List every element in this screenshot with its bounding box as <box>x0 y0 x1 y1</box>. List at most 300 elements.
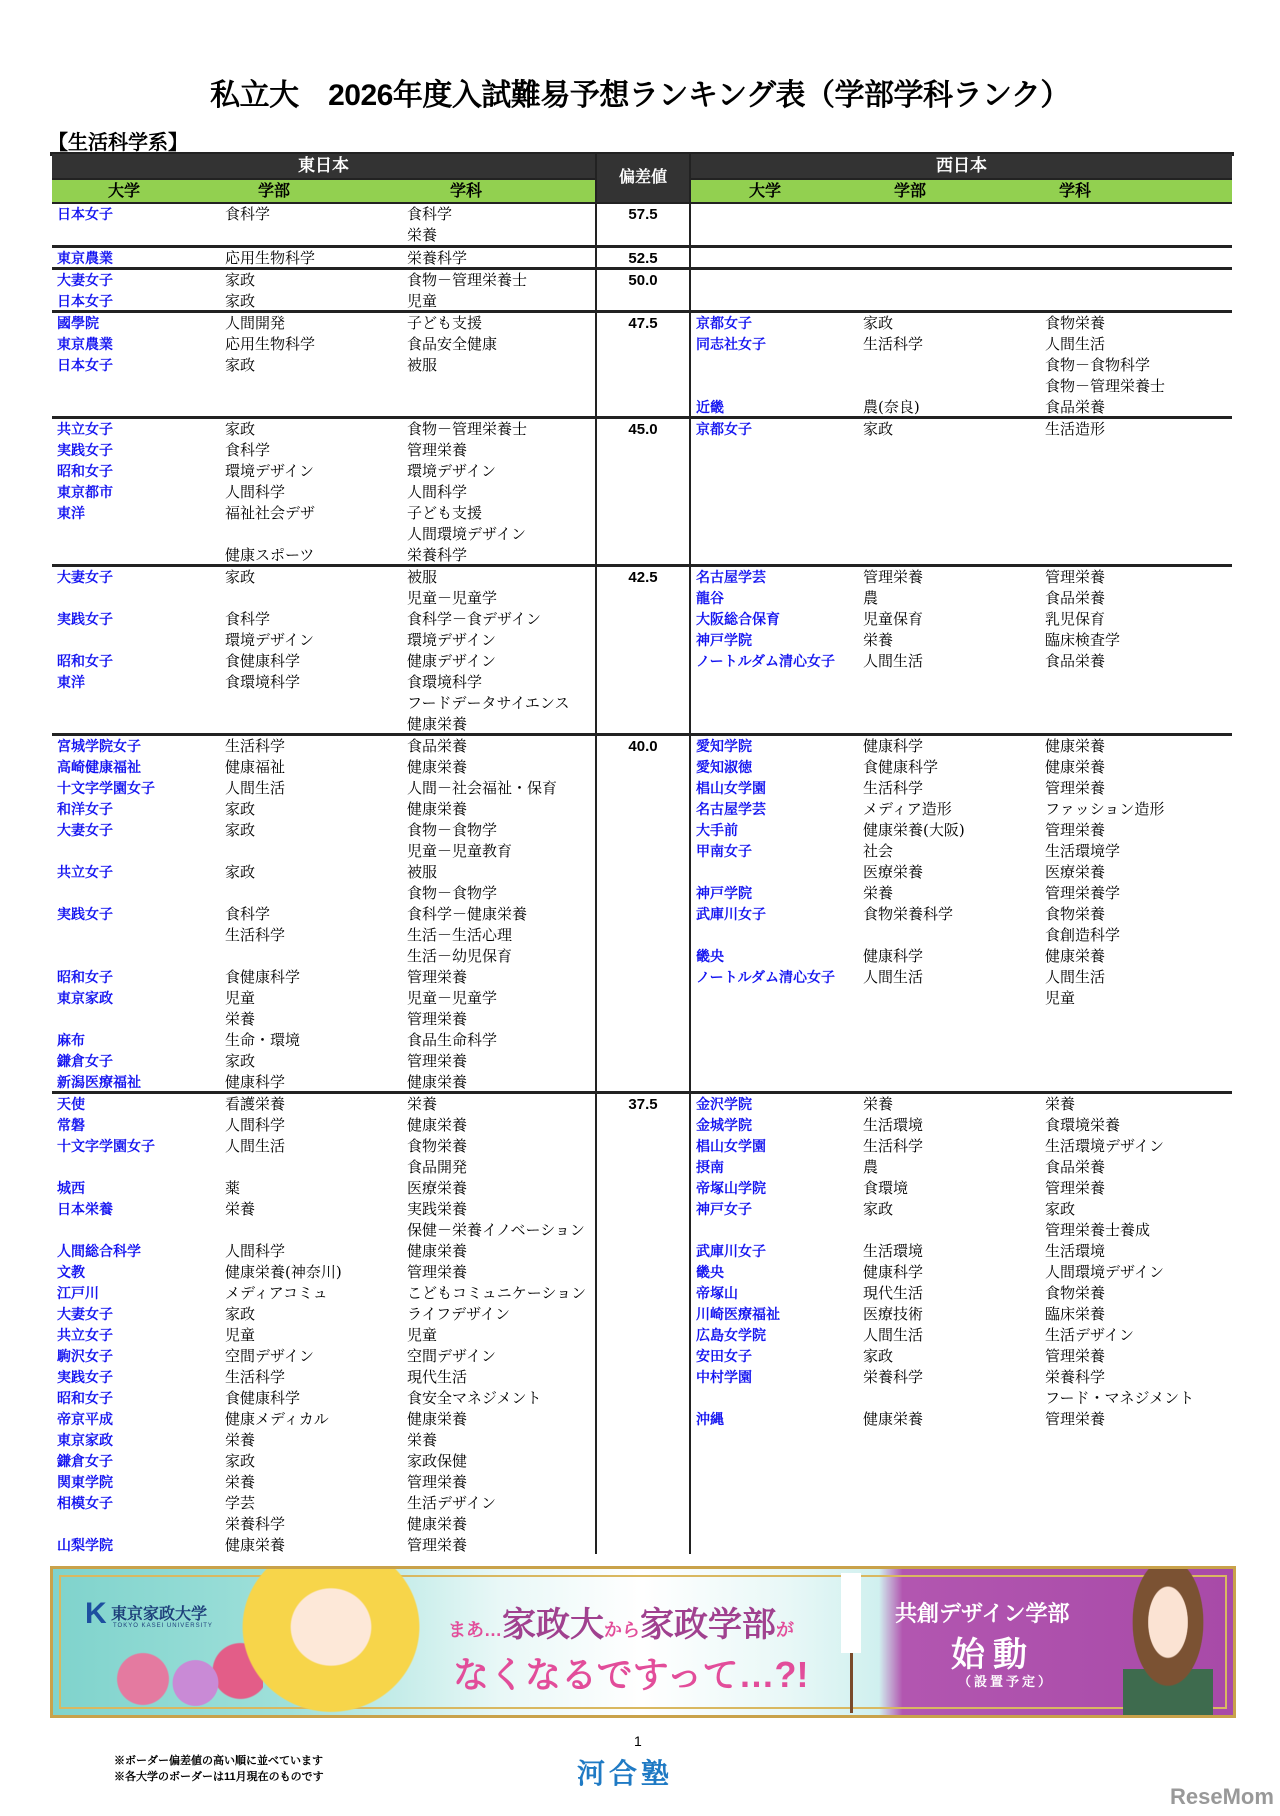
department-name: 食安全マネジメント <box>407 1389 542 1407</box>
west-column-headers <box>691 178 1232 202</box>
faculty-name: 社会 <box>863 842 894 860</box>
department-name: 栄養科学 <box>1045 1368 1106 1386</box>
university-name: 東洋 <box>57 674 85 690</box>
university-name: 麻布 <box>57 1032 85 1048</box>
university-name: 実践女子 <box>57 1369 113 1385</box>
university-name: 共立女子 <box>57 1327 113 1343</box>
faculty-name: 食科学 <box>225 441 271 459</box>
department-name: 管理栄養 <box>1045 568 1106 586</box>
rank-band <box>52 1091 1232 1554</box>
ranking-table <box>50 152 1234 1554</box>
faculty-name: 栄養科学 <box>863 1368 924 1386</box>
university-name: 帝塚山 <box>696 1285 738 1301</box>
university-name: 川崎医療福祉 <box>696 1306 780 1322</box>
department-name: 健康栄養 <box>1045 737 1106 755</box>
faculty-name: 食物栄養科学 <box>863 905 954 923</box>
department-name: 健康栄養 <box>407 1073 468 1091</box>
faculty-name: 健康栄養 <box>863 1410 924 1428</box>
faculty-name: 食環境科学 <box>225 673 301 691</box>
faculty-name: 食科学 <box>225 610 271 628</box>
deviation-value: 45.0 <box>595 419 691 564</box>
department-name: 食物栄養 <box>1045 1284 1106 1302</box>
faculty-name: 健康栄養(大阪) <box>863 821 965 839</box>
faculty-name: 家政 <box>225 863 256 881</box>
faculty-name: 栄養 <box>863 884 894 902</box>
faculty-name: 薬 <box>225 1179 241 1197</box>
faculty-name: 家政 <box>863 314 894 332</box>
department-name: 食科学－健康栄養 <box>407 905 528 923</box>
department-name: 人間環境デザイン <box>1045 1263 1164 1281</box>
university-name: 甲南女子 <box>696 843 752 859</box>
department-name: 人間生活 <box>1045 335 1106 353</box>
deviation-value: 52.5 <box>595 248 691 267</box>
university-name: 神戸学院 <box>696 885 752 901</box>
department-name: 管理栄養 <box>1045 821 1106 839</box>
deviation-value: 57.5 <box>595 204 691 245</box>
university-name: 文教 <box>57 1264 85 1280</box>
university-name: 鎌倉女子 <box>57 1053 113 1069</box>
faculty-name: 栄養 <box>225 1473 256 1491</box>
department-name: 生活環境デザイン <box>1045 1137 1164 1155</box>
department-name: 健康デザイン <box>407 652 496 670</box>
university-name: 日本栄養 <box>57 1201 113 1217</box>
faculty-name: 家政 <box>225 800 256 818</box>
department-name: 栄養科学 <box>407 249 468 267</box>
faculty-name: 医療技術 <box>863 1305 924 1323</box>
faculty-name: 栄養 <box>225 1010 256 1028</box>
advertisement-banner[interactable] <box>50 1566 1236 1718</box>
university-name: 人間総合科学 <box>57 1243 141 1259</box>
department-name: 人間－社会福祉・保育 <box>407 779 558 797</box>
faculty-name: 健康メディカル <box>225 1410 329 1428</box>
department-name: 健康栄養 <box>1045 947 1106 965</box>
faculty-name: 栄養 <box>863 1095 894 1113</box>
department-name: 食品栄養 <box>1045 1158 1106 1176</box>
university-name: 和洋女子 <box>57 801 113 817</box>
rank-band <box>52 733 1232 1091</box>
faculty-name: 健康科学 <box>863 947 924 965</box>
university-name: 実践女子 <box>57 611 113 627</box>
university-name: 名古屋学芸 <box>696 569 766 585</box>
department-name: 人間環境デザイン <box>407 525 526 543</box>
department-name: 児童 <box>1045 989 1076 1007</box>
faculty-name: 児童 <box>225 989 256 1007</box>
department-name: 食物栄養 <box>1045 905 1106 923</box>
deviation-value: 50.0 <box>595 270 691 310</box>
banner-faculty-title: 共創デザイン学部 <box>895 1601 1070 1626</box>
university-name: 宮城学院女子 <box>57 738 141 754</box>
faculty-name: 家政 <box>225 292 256 310</box>
department-name: 保健－栄養イノベーション <box>407 1221 585 1239</box>
university-name: 高崎健康福祉 <box>57 759 141 775</box>
university-name: 関東学院 <box>57 1474 113 1490</box>
department-name: 管理栄養 <box>407 1052 468 1070</box>
university-name: 鎌倉女子 <box>57 1453 113 1469</box>
faculty-name: 家政 <box>225 1305 256 1323</box>
department-name: 食品安全健康 <box>407 335 498 353</box>
faculty-name: 人間科学 <box>225 1116 286 1134</box>
university-name: 共立女子 <box>57 421 113 437</box>
university-name: 大阪総合保育 <box>696 611 780 627</box>
east-header: 東日本 <box>52 154 595 178</box>
page-title: 私立大 2026年度入試難易予想ランキング表（学部学科ランク） <box>210 79 1070 112</box>
department-name: 生活－幼児保育 <box>407 947 513 965</box>
department-name: 管理栄養 <box>407 1536 468 1554</box>
faculty-name: 農 <box>863 589 879 607</box>
department-name: 健康栄養 <box>1045 758 1106 776</box>
footer-note: ※各大学のボーダーは11月現在のものです <box>114 1771 324 1783</box>
faculty-name: 人間生活 <box>863 1326 924 1344</box>
university-name: 帝京平成 <box>57 1411 113 1427</box>
faculty-name: 家政 <box>225 356 256 374</box>
faculty-name: 児童保育 <box>863 610 924 628</box>
faculty-name: 家政 <box>225 1052 256 1070</box>
department-name: 児童 <box>407 292 438 310</box>
university-name: 昭和女子 <box>57 1390 113 1406</box>
department-name: 健康栄養 <box>407 800 468 818</box>
faculty-name: 家政 <box>863 1200 894 1218</box>
faculty-name: 食環境 <box>863 1179 909 1197</box>
department-name: 食物－食物科学 <box>1045 356 1151 374</box>
department-name: 管理栄養 <box>407 441 468 459</box>
department-name: 生活－生活心理 <box>407 926 513 944</box>
university-name: ノートルダム清心女子 <box>696 969 836 985</box>
rank-bands <box>52 202 1232 1554</box>
faculty-name: 医療栄養 <box>863 863 924 881</box>
department-name: 被服 <box>407 863 438 881</box>
col-faculty: 学部 <box>894 183 927 200</box>
department-name: 食物栄養 <box>1045 314 1106 332</box>
department-name: 児童－児童教育 <box>407 842 513 860</box>
university-name: 大妻女子 <box>57 272 113 288</box>
university-name: 武庫川女子 <box>696 906 766 922</box>
department-name: 児童 <box>407 1326 438 1344</box>
department-name: フード・マネジメント <box>1045 1389 1195 1407</box>
faculty-name: 児童 <box>225 1326 256 1344</box>
faculty-name: 応用生物科学 <box>225 335 316 353</box>
col-faculty: 学部 <box>258 183 291 200</box>
department-name: 健康栄養 <box>407 758 468 776</box>
university-name: 広島女学院 <box>696 1327 766 1343</box>
faculty-name: 応用生物科学 <box>225 249 316 267</box>
department-name: ライフデザイン <box>407 1305 511 1323</box>
university-name: 愛知学院 <box>696 738 752 754</box>
faculty-name: 人間生活 <box>863 652 924 670</box>
faculty-name: 学芸 <box>225 1494 256 1512</box>
col-university: 大学 <box>108 183 141 200</box>
department-name: 食品開発 <box>407 1158 468 1176</box>
department-name: 乳児保育 <box>1045 610 1106 628</box>
deviation-value: 47.5 <box>595 313 691 416</box>
university-name: 同志社女子 <box>696 336 766 352</box>
department-name: 健康栄養 <box>407 1410 468 1428</box>
department-name: 生活造形 <box>1045 420 1106 438</box>
faculty-name: 福祉社会デザ <box>225 504 316 522</box>
faculty-name: 健康科学 <box>225 1073 286 1091</box>
university-name: 椙山女学園 <box>696 780 766 796</box>
department-name: 食品栄養 <box>1045 652 1106 670</box>
faculty-name: 人間生活 <box>225 779 286 797</box>
department-name: 食物－管理栄養士 <box>1045 377 1166 395</box>
department-name: 栄養 <box>407 1095 438 1113</box>
faculty-name: 環境デザイン <box>225 631 314 649</box>
department-name: 食創造科学 <box>1045 926 1121 944</box>
faculty-name: 生命・環境 <box>225 1031 301 1049</box>
faculty-name: 生活科学 <box>863 1137 924 1155</box>
faculty-name: 生活環境 <box>863 1242 924 1260</box>
department-name: 管理栄養 <box>1045 1347 1106 1365</box>
department-name: 健康栄養 <box>407 1515 468 1533</box>
university-name: 大妻女子 <box>57 822 113 838</box>
department-name: 管理栄養士養成 <box>1045 1221 1151 1239</box>
dress-form-illustration <box>831 1573 871 1713</box>
west-header: 西日本 <box>691 154 1232 178</box>
faculty-name: 食健康科学 <box>225 652 301 670</box>
department-name: 環境デザイン <box>407 631 496 649</box>
department-name: 生活デザイン <box>407 1494 496 1512</box>
university-name: 金沢学院 <box>696 1096 752 1112</box>
department-name: 管理栄養 <box>407 1263 468 1281</box>
university-name: 昭和女子 <box>57 653 113 669</box>
faculty-name: 生活科学 <box>863 335 924 353</box>
department-name: 健康栄養 <box>407 715 468 733</box>
university-name: 中村学園 <box>696 1369 752 1385</box>
rank-band <box>52 267 1232 310</box>
department-name: 食科学－食デザイン <box>407 610 541 628</box>
university-name: 東京農業 <box>57 250 113 266</box>
university-name: 帝塚山学院 <box>696 1180 766 1196</box>
banner-logo-en: TOKYO KASEI UNIVERSITY <box>113 1623 213 1629</box>
faculty-name: 食健康科学 <box>863 758 939 776</box>
university-name: 畿央 <box>696 948 724 964</box>
faculty-name: 現代生活 <box>863 1284 924 1302</box>
university-name: 十文字学園女子 <box>57 1138 155 1154</box>
university-name: 日本女子 <box>57 206 113 222</box>
university-name: 共立女子 <box>57 864 113 880</box>
department-name: 実践栄養 <box>407 1200 468 1218</box>
department-name: 管理栄養 <box>407 968 468 986</box>
faculty-name: 健康栄養 <box>225 1536 286 1554</box>
faculty-name: 家政 <box>863 420 894 438</box>
university-name: 龍谷 <box>696 590 724 606</box>
faculty-name: 農(奈良) <box>863 398 920 416</box>
section-label: 【生活科学系】 <box>48 132 188 154</box>
department-name: 環境デザイン <box>407 462 496 480</box>
department-name: 栄養 <box>407 226 438 244</box>
department-name: 栄養科学 <box>407 546 468 564</box>
footer-note: ※ボーダー偏差値の高い順に並べています <box>114 1755 323 1767</box>
faculty-name: 生活科学 <box>225 1368 286 1386</box>
university-name: 東洋 <box>57 505 85 521</box>
department-name: 食品栄養 <box>1045 398 1106 416</box>
department-name: 栄養 <box>407 1431 438 1449</box>
faculty-name: 家政 <box>225 271 256 289</box>
university-name: 天使 <box>57 1096 85 1112</box>
footer-notes <box>114 1753 324 1785</box>
university-name: 城西 <box>57 1180 85 1196</box>
university-name: 駒沢女子 <box>57 1348 113 1364</box>
department-name: 食物－管理栄養士 <box>407 420 528 438</box>
faculty-name: 栄養 <box>225 1200 256 1218</box>
department-name: 管理栄養 <box>407 1473 468 1491</box>
department-name: 家政 <box>1045 1200 1076 1218</box>
faculty-name: 家政 <box>863 1347 894 1365</box>
department-name: 家政保健 <box>407 1452 468 1470</box>
banner-logo-name: 東京家政大学 <box>111 1606 208 1623</box>
department-name: 医療栄養 <box>1045 863 1106 881</box>
col-department: 学科 <box>450 183 483 200</box>
university-name: 昭和女子 <box>57 969 113 985</box>
rank-band <box>52 564 1232 733</box>
university-name: 十文字学園女子 <box>57 780 155 796</box>
faculty-name: 食科学 <box>225 205 271 223</box>
faculty-name: 人間科学 <box>225 1242 286 1260</box>
faculty-name: 食健康科学 <box>225 968 301 986</box>
department-name: こどもコミュニケーション <box>407 1284 587 1302</box>
girl-illustration <box>231 1566 431 1718</box>
faculty-name: 栄養 <box>863 631 894 649</box>
department-name: 管理栄養 <box>407 1010 468 1028</box>
department-name: ファッション造形 <box>1045 800 1165 818</box>
faculty-name: 生活環境 <box>863 1116 924 1134</box>
department-name: 臨床栄養 <box>1045 1305 1106 1323</box>
faculty-name: 栄養科学 <box>225 1515 286 1533</box>
col-university: 大学 <box>749 183 782 200</box>
department-name: 児童－児童学 <box>407 589 498 607</box>
faculty-name: 家政 <box>225 821 256 839</box>
faculty-name: 生活科学 <box>225 737 286 755</box>
university-name: 常磐 <box>57 1117 85 1133</box>
university-logo-icon: K <box>85 1597 107 1630</box>
department-name: 健康栄養 <box>407 1116 468 1134</box>
university-name: 山梨学院 <box>57 1537 113 1553</box>
banner-launch-text: 始動 <box>951 1636 1035 1674</box>
university-name: ノートルダム清心女子 <box>696 653 836 669</box>
university-name: 実践女子 <box>57 906 113 922</box>
faculty-name: 健康スポーツ <box>225 546 315 564</box>
faculty-name: 空間デザイン <box>225 1347 314 1365</box>
faculty-name: 食健康科学 <box>225 1389 301 1407</box>
department-name: 現代生活 <box>407 1368 468 1386</box>
department-name: 食環境科学 <box>407 673 483 691</box>
university-name: 神戸学院 <box>696 632 752 648</box>
university-name: 東京家政 <box>57 990 113 1006</box>
deviation-value: 40.0 <box>595 736 691 1091</box>
university-name: 東京都市 <box>57 484 113 500</box>
university-name: 愛知淑徳 <box>696 759 752 775</box>
department-name: 空間デザイン <box>407 1347 496 1365</box>
faculty-name: 健康科学 <box>863 737 924 755</box>
department-name: 人間生活 <box>1045 968 1106 986</box>
faculty-name: 食科学 <box>225 905 271 923</box>
deviation-value: 37.5 <box>595 1094 691 1554</box>
department-name: 子ども支援 <box>407 314 483 332</box>
university-name: 実践女子 <box>57 442 113 458</box>
department-name: 管理栄養 <box>1045 1179 1106 1197</box>
east-column-headers <box>52 178 595 202</box>
faculty-name: 人間科学 <box>225 483 286 501</box>
faculty-name: 健康科学 <box>863 1263 924 1281</box>
university-name: 大手前 <box>696 822 738 838</box>
department-name: 管理栄養学 <box>1045 884 1121 902</box>
faculty-name: メディア造形 <box>863 800 952 818</box>
faculty-name: 健康栄養(神奈川) <box>225 1263 342 1281</box>
watermark: ReseMom <box>1170 1784 1274 1809</box>
banner-note: （設置予定） <box>958 1674 1055 1689</box>
university-name: 日本女子 <box>57 293 113 309</box>
university-name: 京都女子 <box>696 421 752 437</box>
department-name: 栄養 <box>1045 1095 1076 1113</box>
faculty-name: 生活科学 <box>863 779 924 797</box>
university-name: 東京家政 <box>57 1432 113 1448</box>
department-name: 食物－管理栄養士 <box>407 271 528 289</box>
deviation-header: 偏差値 <box>595 154 691 202</box>
department-name: フードデータサイエンス <box>407 694 570 712</box>
university-name: 大妻女子 <box>57 1306 113 1322</box>
university-name: 大妻女子 <box>57 569 113 585</box>
department-name: 被服 <box>407 568 438 586</box>
university-name: 武庫川女子 <box>696 1243 766 1259</box>
university-name: 日本女子 <box>57 357 113 373</box>
rank-band <box>52 310 1232 416</box>
department-name: 健康栄養 <box>407 1242 468 1260</box>
university-name: 新潟医療福祉 <box>57 1074 141 1090</box>
university-name: 名古屋学芸 <box>696 801 766 817</box>
faculty-name: 農 <box>863 1158 879 1176</box>
banner-catch-line1: まあ…家政大から家政学部が <box>448 1606 794 1644</box>
university-name: 東京農業 <box>57 336 113 352</box>
university-name: 摂南 <box>696 1159 724 1175</box>
faculty-name: 健康福祉 <box>225 758 286 776</box>
university-name: 相模女子 <box>57 1495 113 1511</box>
publisher-logo: 河合塾 <box>577 1758 674 1789</box>
faculty-name: 栄養 <box>225 1431 256 1449</box>
rank-band <box>52 202 1232 245</box>
department-name: 管理栄養 <box>1045 779 1106 797</box>
university-name: 金城学院 <box>696 1117 752 1133</box>
university-name: 國學院 <box>57 315 99 331</box>
department-name: 食品生命科学 <box>407 1031 498 1049</box>
university-name: 椙山女学園 <box>696 1138 766 1154</box>
university-name: 近畿 <box>696 399 724 415</box>
department-name: 食科学 <box>407 205 453 223</box>
faculty-name: メディアコミュ <box>225 1284 328 1302</box>
faculty-name: 生活科学 <box>225 926 286 944</box>
university-name: 京都女子 <box>696 315 752 331</box>
faculty-name: 家政 <box>225 568 256 586</box>
faculty-name: 管理栄養 <box>863 568 924 586</box>
banner-catch-line2: なくなるですって…?! <box>453 1654 809 1695</box>
department-name: 臨床検査学 <box>1045 631 1121 649</box>
department-name: 生活デザイン <box>1045 1326 1134 1344</box>
faculty-name: 人間生活 <box>863 968 924 986</box>
department-name: 児童－児童学 <box>407 989 498 1007</box>
department-name: 生活環境学 <box>1045 842 1121 860</box>
university-name: 昭和女子 <box>57 463 113 479</box>
department-name: 食物－食物学 <box>407 821 498 839</box>
department-name: 食品栄養 <box>407 737 468 755</box>
faculty-name: 人間生活 <box>225 1137 286 1155</box>
department-name: 被服 <box>407 356 438 374</box>
page-number: 1 <box>634 1733 642 1749</box>
university-name: 神戸女子 <box>696 1201 752 1217</box>
faculty-name: 環境デザイン <box>225 462 314 480</box>
department-name: 人間科学 <box>407 483 468 501</box>
faculty-name: 家政 <box>225 1452 256 1470</box>
department-name: 子ども支援 <box>407 504 483 522</box>
department-name: 食環境栄養 <box>1045 1116 1121 1134</box>
faculty-name: 家政 <box>225 420 256 438</box>
